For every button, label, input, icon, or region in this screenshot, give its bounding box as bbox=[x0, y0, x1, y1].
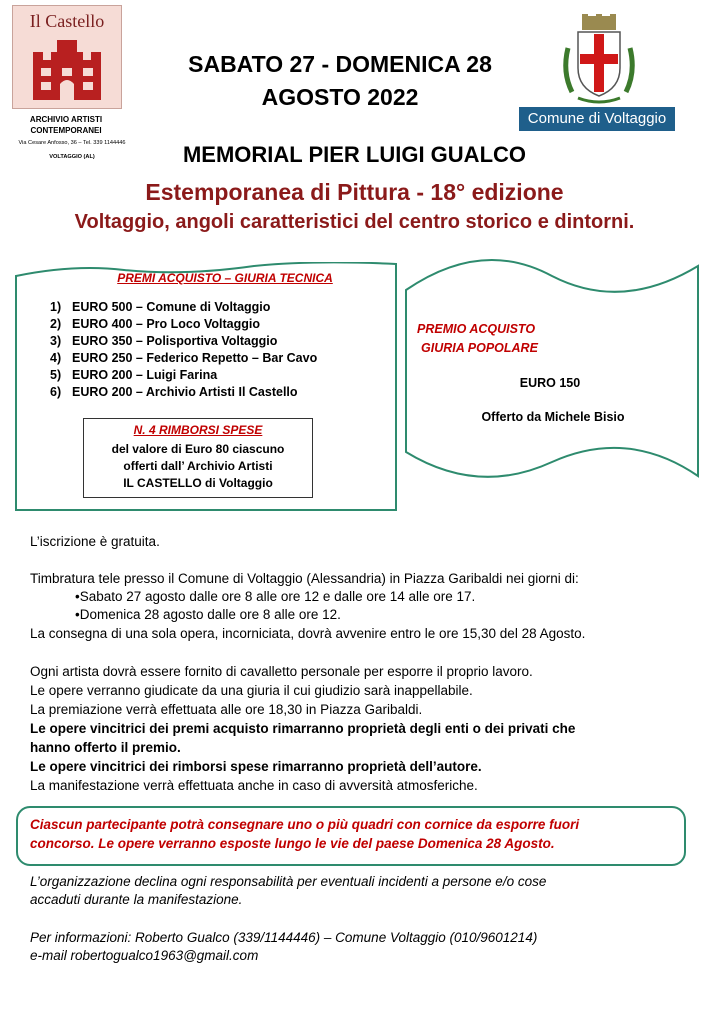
popular-prize-sponsor: Offerto da Michele Bisio bbox=[481, 410, 625, 424]
stamp-day2: •Domenica 28 agosto dalle ore 8 alle ore 12. bbox=[75, 607, 341, 622]
stamp-intro: Timbratura tele presso il Comune di Voltaggio (Alessandria) in Piazza Garibaldi nei giorni di: bbox=[30, 571, 579, 586]
disclaimer-line2: accaduti durante la manifestazione. bbox=[30, 892, 243, 907]
rimborsi-ownership-text: Le opere vincitrici dei rimborsi spese rimarranno proprietà dell’autore. bbox=[30, 759, 482, 774]
prize-item: 4) EURO 250 – Federico Repetto – Bar Cavo bbox=[50, 351, 318, 365]
event-date-line2: AGOSTO 2022 bbox=[261, 84, 419, 110]
prize-ownership-text: Le opere vincitrici dei premi acquisto rimarranno proprietà degli enti o dei privati che bbox=[30, 721, 576, 736]
memorial-title: MEMORIAL PIER LUIGI GUALCO bbox=[182, 142, 527, 167]
award-text: La premiazione verrà effettuata alle ore 18,30 in Piazza Garibaldi. bbox=[30, 702, 423, 717]
registration-text: L’iscrizione è gratuita. bbox=[30, 534, 160, 549]
weather-text: La manifestazione verrà effettuata anche in caso di avversità atmosferiche. bbox=[30, 778, 478, 793]
prize-item: 2) EURO 400 – Pro Loco Voltaggio bbox=[50, 317, 260, 331]
castello-logo bbox=[12, 5, 122, 109]
popular-prize-header: PREMIO ACQUISTO bbox=[417, 322, 536, 336]
notice-line1: Ciascun partecipante potrà consegnare uno o più quadri con cornice da esporre fuori bbox=[30, 817, 580, 832]
popular-prize-jury: GIURIA POPOLARE bbox=[421, 341, 538, 355]
castle-icon bbox=[27, 38, 107, 102]
tech-prizes-header: PREMI ACQUISTO – GIURIA TECNICA bbox=[117, 271, 333, 285]
stamp-day1: •Sabato 27 agosto dalle ore 8 alle ore 12 e dalle ore 14 alle ore 17. bbox=[75, 589, 476, 604]
logo-address-line: Via Cesare Anfosso, 36 – Tel. 339 1144446 bbox=[18, 140, 126, 146]
rimborsi-box bbox=[83, 418, 313, 498]
coat-of-arms-icon bbox=[558, 12, 640, 107]
email-contact[interactable]: e-mail robertogualco1963@gmail.com bbox=[30, 948, 259, 963]
info-contacts: Per informazioni: Roberto Gualco (339/1144446) – Comune Voltaggio (010/9601214) bbox=[30, 930, 538, 945]
event-date-line1: SABATO 27 - DOMENICA 28 bbox=[188, 51, 492, 77]
popular-prize-amount: EURO 150 bbox=[519, 376, 581, 390]
logo-sub-line1: ARCHIVIO ARTISTI bbox=[29, 115, 103, 124]
delivery-text: La consegna di una sola opera, incorniciata, dovrà avvenire entro le ore 15,30 del 28 Agosto. bbox=[30, 626, 586, 641]
event-subtitle: Estemporanea di Pittura - 18° edizione bbox=[145, 179, 564, 205]
prize-item: 5) EURO 200 – Luigi Farina bbox=[50, 368, 218, 382]
rimborsi-header: N. 4 RIMBORSI SPESE bbox=[133, 423, 263, 437]
prize-ownership-text-2: hanno offerto il premio. bbox=[30, 740, 181, 755]
popular-prize-flag bbox=[402, 256, 702, 486]
jury-text: Le opere verranno giudicate da una giuria il cui giudizio sarà inappellabile. bbox=[30, 683, 473, 698]
prize-item: 1) EURO 500 – Comune di Voltaggio bbox=[50, 300, 271, 314]
prize-item: 6) EURO 200 – Archivio Artisti Il Castello bbox=[50, 385, 298, 399]
logo-subtitle bbox=[2, 114, 130, 136]
rimborsi-line: offerti dall’ Archivio Artisti bbox=[123, 459, 273, 473]
event-theme: Voltaggio, angoli caratteristici del centro storico e dintorni. bbox=[74, 211, 635, 233]
comune-label: Comune di Voltaggio bbox=[519, 107, 675, 131]
rimborsi-line: del valore di Euro 80 ciascuno bbox=[111, 442, 285, 456]
notice-line2: concorso. Le opere verranno esposte lungo le vie del paese Domenica 28 Agosto. bbox=[30, 836, 555, 851]
disclaimer-line1: L’organizzazione declina ogni responsabilità per eventuali incidenti a persone e/o cose bbox=[30, 874, 547, 889]
logo-sub-line2: CONTEMPORANEI bbox=[30, 126, 102, 135]
logo-title: Il Castello bbox=[29, 11, 105, 31]
easel-text: Ogni artista dovrà essere fornito di cavalletto personale per esporre il proprio lavoro. bbox=[30, 664, 533, 679]
rimborsi-line: IL CASTELLO di Voltaggio bbox=[123, 476, 273, 490]
logo-town: VOLTAGGIO (AL) bbox=[49, 154, 95, 160]
prize-item: 3) EURO 350 – Polisportiva Voltaggio bbox=[50, 334, 278, 348]
